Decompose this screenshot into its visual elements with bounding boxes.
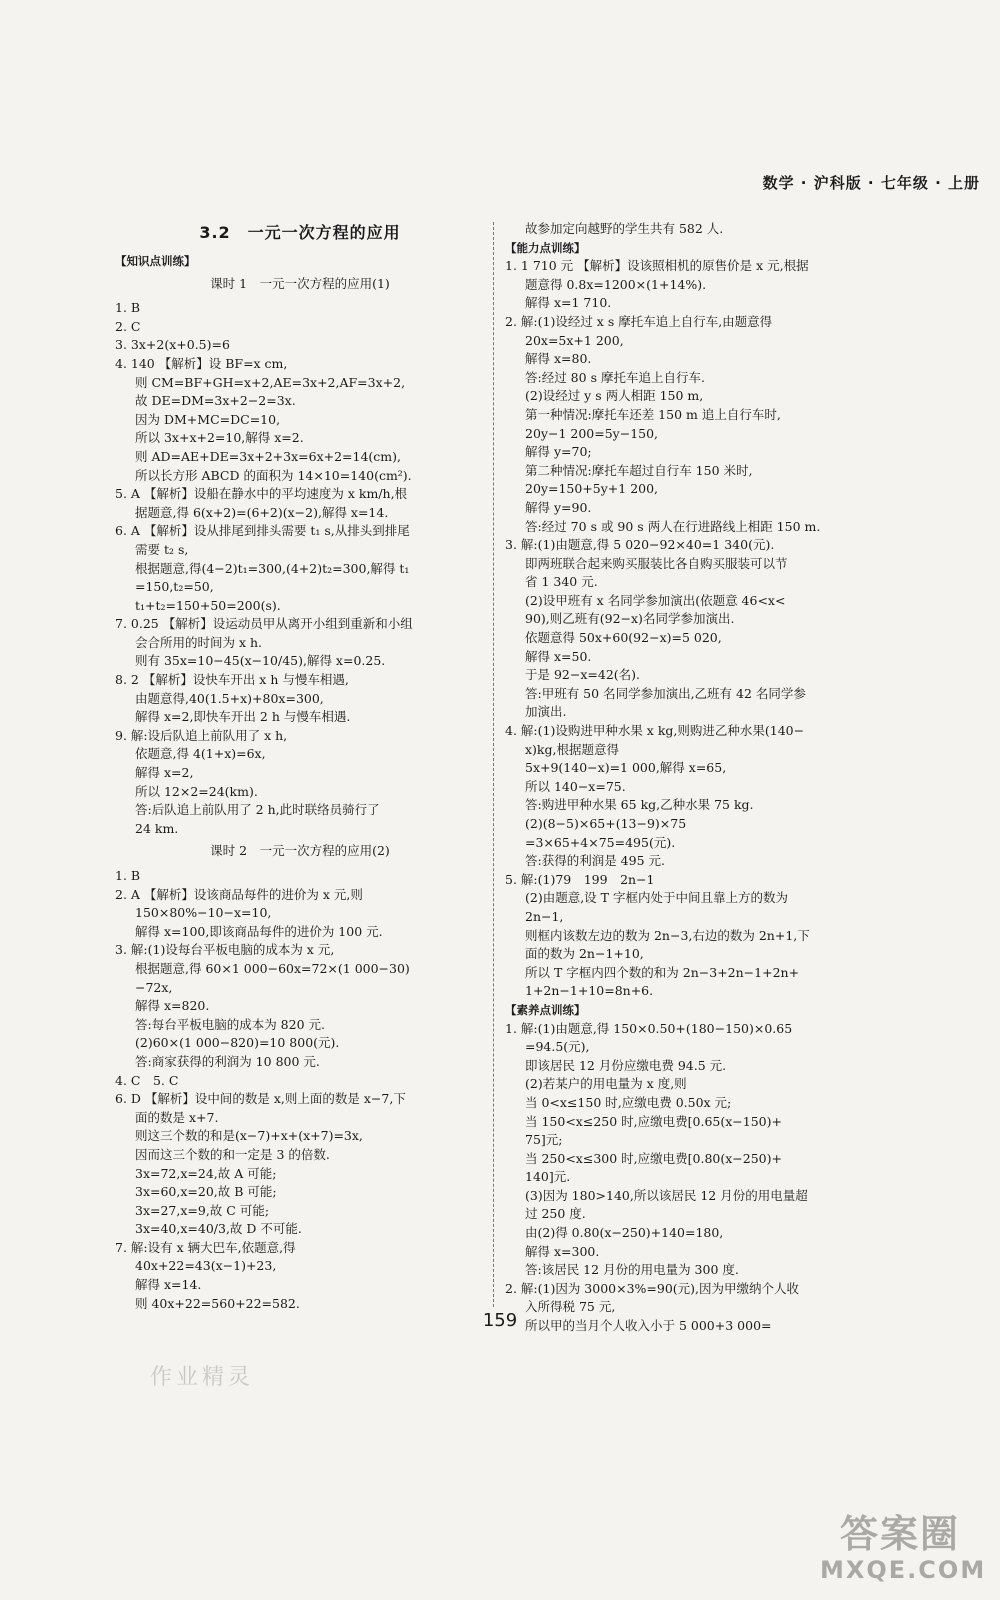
answer-line: 依题意得 50x+60(92−x)=5 020, — [525, 630, 722, 646]
answer-line: 24 km. — [135, 820, 179, 836]
answer-line: (2)由题意,设 T 字框内处于中间且靠上方的数为 — [525, 890, 788, 906]
answer-item: 3. 解:(1)由题意,得 5 020−92×40=1 340(元). — [505, 537, 775, 553]
answer-line: t₁+t₂=150+50=200(s). — [135, 597, 281, 613]
page-number: 159 — [482, 1310, 518, 1331]
answer-line: 5x+9(140−x)=1 000,解得 x=65, — [525, 760, 727, 776]
answer-line: 答:后队追上前队用了 2 h,此时联络员骑行了 — [135, 802, 380, 818]
answer-line: 题意得 0.8x=1200×(1+14%). — [525, 276, 707, 292]
answer-line: 答:获得的利润是 495 元. — [525, 853, 665, 869]
answer-line: 20x=5x+1 200, — [525, 332, 624, 348]
answer-line: 答:购进甲种水果 65 kg,乙种水果 75 kg. — [525, 797, 754, 813]
answer-line: 依题意,得 4(1+x)=6x, — [135, 746, 266, 762]
answer-item: 2. C — [115, 318, 141, 334]
answer-line: 所以 140−x=75. — [525, 778, 626, 794]
answer-line: 答:经过 70 s 或 90 s 两人在行进路线上相距 150 m. — [525, 518, 821, 534]
answer-line: (3)因为 180>140,所以该居民 12 月份的用电量超 — [525, 1187, 808, 1203]
answer-line: 于是 92−x=42(名). — [525, 667, 641, 683]
answer-line: 因而这三个数的和一定是 3 的倍数. — [135, 1146, 330, 1162]
answer-line: 所以 T 字框内四个数的和为 2n−3+2n−1+2n+ — [525, 964, 800, 980]
answer-item: 4. C 5. C — [115, 1072, 179, 1088]
answer-line: (2)若某户的用电量为 x 度,则 — [525, 1076, 687, 1092]
answer-line: 解得 x=300. — [525, 1243, 600, 1259]
left-column — [115, 220, 485, 1313]
answer-line: 据题意,得 6(x+2)=(6+2)(x−2),解得 x=14. — [135, 504, 389, 520]
answer-line: 解得 y=70; — [525, 444, 592, 460]
answer-line: 因为 DM+MC=DC=10, — [135, 411, 281, 427]
answer-line: 省 1 340 元. — [525, 574, 598, 590]
answer-item: 3. 3x+2(x+0.5)=6 — [115, 337, 230, 353]
answer-line: (2)设甲班有 x 名同学参加演出(依题意 46<x< — [525, 592, 786, 608]
section-title: 3.2 一元一次方程的应用 — [199, 223, 401, 242]
answer-line: 则 AD=AE+DE=3x+2+3x=6x+2=14(cm), — [135, 448, 402, 464]
answer-item: 3. 解:(1)设每台平板电脑的成本为 x 元, — [115, 942, 335, 958]
answer-line: 需要 t₂ s, — [135, 541, 189, 557]
lesson-subtitle: 课时 1 一元一次方程的应用(1) — [210, 275, 390, 291]
answer-line: 所以长方形 ABCD 的面积为 14×10=140(cm²). — [135, 467, 412, 483]
answer-line: 入所得税 75 元, — [525, 1299, 616, 1315]
answer-line: 会合所用的时间为 x h. — [135, 634, 263, 650]
answer-line: 3x=40,x=40/3,故 D 不可能. — [135, 1221, 302, 1237]
answer-item: 8. 2 【解析】设快车开出 x h 与慢车相遇, — [115, 672, 349, 688]
answer-line: 1+2n−1+10=8n+6. — [525, 983, 654, 999]
book-header: 数学 · 沪科版 · 七年级 · 上册 — [762, 174, 980, 192]
answer-line: 当 150<x≤250 时,应缴电费[0.65(x−150)+ — [525, 1113, 782, 1129]
column-divider — [493, 222, 494, 1307]
answer-line: 答:该居民 12 月份的用电量为 300 度. — [525, 1262, 739, 1278]
answer-line: 所以 12×2=24(km). — [135, 783, 258, 799]
answer-line: 则 CM=BF+GH=x+2,AE=3x+2,AF=3x+2, — [135, 374, 406, 390]
answer-line: 解得 x=1 710. — [525, 295, 612, 311]
answer-item: 6. D 【解析】设中间的数是 x,则上面的数是 x−7,下 — [115, 1091, 406, 1107]
watermark-logo — [820, 1512, 987, 1584]
answer-line: 解得 x=50. — [525, 648, 592, 664]
answer-line: 解得 y=90. — [525, 499, 592, 515]
answer-item: 6. A 【解析】设从排尾到排头需要 t₁ s,从排头到排尾 — [115, 523, 410, 539]
answer-line: 过 250 度. — [525, 1206, 586, 1222]
watermark-logo-text: 答案圈 — [839, 1512, 960, 1556]
answer-item: 7. 解:设有 x 辆大巴车,依题意,得 — [115, 1239, 296, 1255]
answer-line: 2n−1, — [525, 908, 564, 924]
answer-line: 答:每台平板电脑的成本为 820 元. — [135, 1016, 325, 1032]
answer-line: 40x+22=43(x−1)+23, — [135, 1258, 277, 1274]
answer-line: 则框内该数左边的数为 2n−3,右边的数为 2n+1,下 — [525, 927, 810, 943]
answer-line: x)kg,根据题意得 — [525, 741, 619, 757]
answer-item: 2. A 【解析】设该商品每件的进价为 x 元,则 — [115, 886, 363, 902]
answer-line: (2)设经过 y s 两人相距 150 m, — [525, 388, 704, 404]
answer-line: (2)(8−5)×65+(13−9)×75 — [525, 816, 687, 831]
answer-line: 140]元. — [525, 1169, 571, 1185]
answer-line: =94.5(元), — [525, 1039, 590, 1055]
lesson-subtitle: 课时 2 一元一次方程的应用(2) — [210, 843, 390, 859]
answer-line: 面的数是 x+7. — [135, 1109, 219, 1125]
answer-line: 则 40x+22=560+22=582. — [135, 1295, 300, 1311]
answer-line: 故参加定向越野的学生共有 582 人. — [525, 221, 724, 236]
answer-line: 根据题意,得(4−2)t₁=300,(4+2)t₂=300,解得 t₁ — [135, 560, 410, 576]
answer-line: 解得 x=80. — [525, 351, 592, 367]
answer-line: 答:甲班有 50 名同学参加演出,乙班有 42 名同学参 — [525, 685, 806, 701]
answer-line: 3x=72,x=24,故 A 可能; — [135, 1165, 277, 1181]
answer-line: 第二种情况:摩托车超过自行车 150 米时, — [525, 462, 753, 478]
answer-item: 5. 解:(1)79 199 2n−1 — [505, 871, 655, 887]
answer-item: 4. 解:(1)设购进甲种水果 x kg,则购进乙种水果(140− — [505, 723, 805, 739]
answer-item: 1. B — [115, 300, 141, 316]
answer-line: 根据题意,得 60×1 000−60x=72×(1 000−30) — [135, 960, 410, 976]
answer-line: 答:经过 80 s 摩托车追上自行车. — [525, 369, 705, 385]
answer-item: 2. 解:(1)因为 3000×3%=90(元),因为甲缴纳个人收 — [505, 1280, 800, 1296]
answer-line: 即两班联合起来购买服装比各自购买服装可以节 — [525, 555, 788, 571]
answer-line: =150,t₂=50, — [135, 579, 214, 595]
answer-line: 当 250<x≤300 时,应缴电费[0.80(x−250)+ — [525, 1150, 782, 1166]
section-tag: 【素养点训练】 — [505, 1002, 586, 1017]
answer-line: 即该居民 12 月份应缴电费 94.5 元. — [525, 1057, 727, 1073]
answer-item: 1. 1 710 元 【解析】设该照相机的原售价是 x 元,根据 — [505, 258, 809, 274]
section-tag: 【能力点训练】 — [505, 240, 586, 255]
answer-line: 解得 x=2, — [135, 765, 194, 781]
answer-item: 1. B — [115, 868, 141, 883]
answer-line: 则这三个数的和是(x−7)+x+(x+7)=3x, — [135, 1128, 363, 1144]
answer-line: 所以甲的当月个人收入小于 5 000+3 000= — [525, 1318, 772, 1334]
answer-line: 3x=60,x=20,故 B 可能; — [135, 1184, 277, 1200]
answer-line: 当 0<x≤150 时,应缴电费 0.50x 元; — [525, 1094, 732, 1110]
answer-item: 1. 解:(1)由题意,得 150×0.50+(180−150)×0.65 — [505, 1020, 793, 1036]
answer-line: 解得 x=820. — [135, 998, 210, 1014]
answer-line: 答:商家获得的利润为 10 800 元. — [135, 1053, 320, 1069]
answer-line: =3×65+4×75=495(元). — [525, 834, 676, 850]
answer-line: 3x=27,x=9,故 C 可能; — [135, 1202, 270, 1218]
answer-line: 20y=150+5y+1 200, — [525, 481, 659, 497]
watermark-logo-url: MXQE.COM — [820, 1556, 987, 1584]
answer-line: 所以 3x+x+2=10,解得 x=2. — [135, 430, 304, 446]
answer-line: 75]元; — [525, 1132, 563, 1148]
answer-line: 第一种情况:摩托车还差 150 m 追上自行车时, — [525, 406, 781, 422]
answer-line: 故 DE=DM=3x+2−2=3x. — [135, 393, 296, 409]
answer-item: 2. 解:(1)设经过 x s 摩托车追上自行车,由题意得 — [505, 313, 773, 329]
answer-line: 加演出. — [525, 704, 567, 720]
answer-line: 由题意得,40(1.5+x)+80x=300, — [135, 690, 324, 706]
answer-item: 7. 0.25 【解析】设运动员甲从离开小组到重新和小组 — [115, 616, 413, 632]
section-tag: 【知识点训练】 — [115, 254, 196, 268]
answer-line: 150×80%−10−x=10, — [135, 905, 272, 921]
answer-line: 则有 35x=10−45(x−10/45),解得 x=0.25. — [135, 653, 386, 669]
answer-item: 5. A 【解析】设船在静水中的平均速度为 x km/h,根 — [115, 486, 408, 502]
answer-line: 解得 x=100,即该商品每件的进价为 100 元. — [135, 923, 383, 939]
answer-line: 面的数为 2n−1+10, — [525, 946, 644, 962]
right-column — [505, 220, 865, 1336]
watermark-left: 作业精灵 — [150, 1365, 255, 1390]
answer-line: 解得 x=14. — [135, 1277, 202, 1293]
answer-item: 9. 解:设后队追上前队用了 x h, — [115, 727, 288, 743]
answer-line: 20y−1 200=5y−150, — [525, 425, 659, 441]
answer-line: 解得 x=2,即快车开出 2 h 与慢车相遇. — [135, 709, 351, 725]
answer-line: 90),则乙班有(92−x)名同学参加演出. — [525, 611, 735, 627]
answer-line: 由(2)得 0.80(x−250)+140=180, — [525, 1225, 724, 1241]
answer-line: −72x, — [135, 979, 173, 995]
answer-line: (2)60×(1 000−820)=10 800(元). — [135, 1035, 340, 1051]
answer-item: 4. 140 【解析】设 BF=x cm, — [115, 355, 288, 371]
